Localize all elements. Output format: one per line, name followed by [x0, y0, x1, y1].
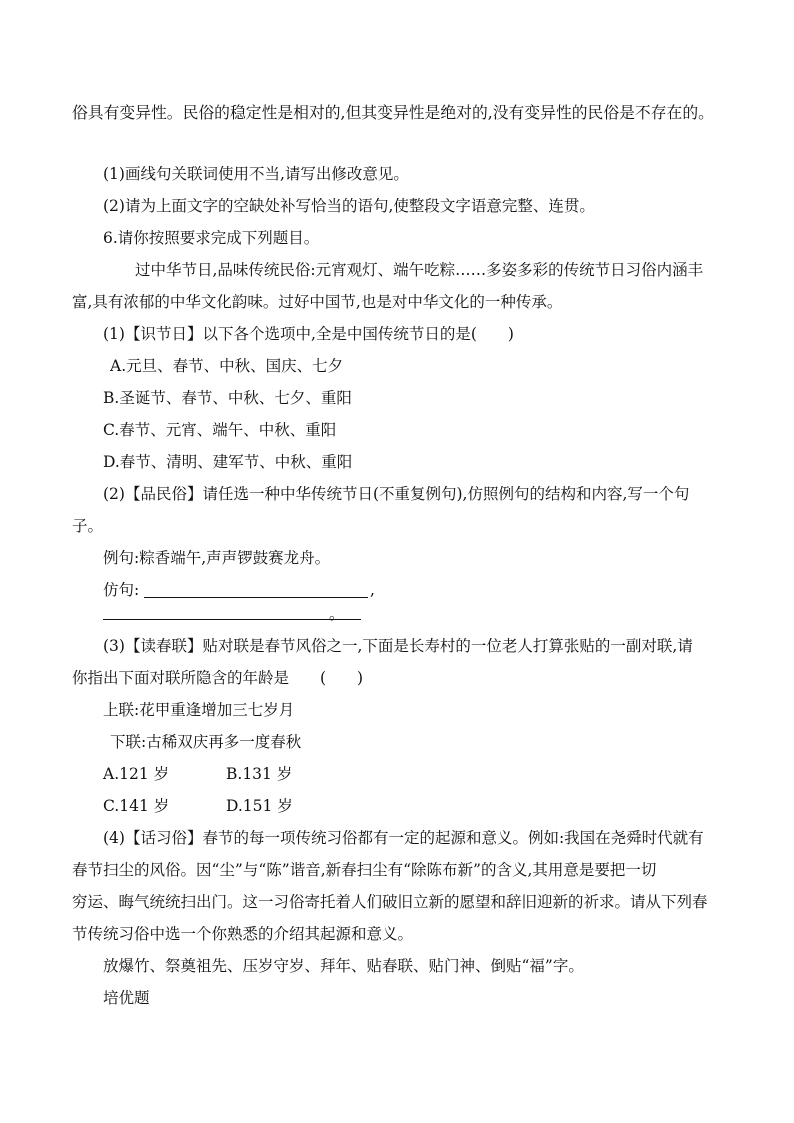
- option-b: B.圣诞节、春节、中秋、七夕、重阳: [103, 389, 352, 407]
- question-6-title: 6.请你按照要求完成下列题目。: [103, 229, 320, 247]
- question-5-2: (2)请为上面文字的空缺处补写恰当的语句,使整段文字语意完整、连贯。: [103, 197, 595, 215]
- option-d: D.春节、清明、建军节、中秋、重阳: [103, 453, 353, 471]
- sub-question-3-line-2: 你指出下面对联所隐含的年龄是 ( ): [72, 669, 364, 687]
- imitation-label: 仿句:: [103, 581, 140, 599]
- passage-line-1: 过中华节日,品味传统民俗:元宵观灯、端午吃粽……多姿多彩的传统节日习俗内涵丰: [135, 261, 704, 279]
- answer-blank-1[interactable]: [144, 597, 368, 598]
- option-c-age: C.141 岁: [103, 797, 170, 815]
- couplet-lower: 下联:古稀双庆再多一度春秋: [110, 733, 302, 751]
- option-c: C.春节、元宵、端午、中秋、重阳: [103, 421, 337, 439]
- section-heading: 培优题: [103, 989, 150, 1007]
- couplet-upper: 上联:花甲重逢增加三七岁月: [103, 701, 295, 719]
- sub-question-3-line-1: (3)【读春联】贴对联是春节风俗之一,下面是长寿村的一位老人打算张贴的一副对联,请: [103, 637, 693, 655]
- sub-question-4-line-3: 穷运、晦气统统扫出门。这一习俗寄托着人们破旧立新的愿望和辞旧迎新的祈求。请从下列春: [72, 893, 708, 911]
- paragraph-continuation: 俗具有变异性。民俗的稳定性是相对的,但其变异性是绝对的,没有变异性的民俗是不存在的。: [72, 103, 714, 122]
- sub-question-4-line-4: 节传统习俗中选一个你熟悉的介绍其起源和意义。: [72, 925, 414, 943]
- period-mark: 。: [329, 605, 345, 623]
- option-a: A.元旦、春节、中秋、国庆、七夕: [110, 357, 344, 375]
- option-d-age: D.151 岁: [226, 797, 293, 815]
- sub-question-2-line-1: (2)【品民俗】请任选一种中华传统节日(不重复例句),仿照例句的结构和内容,写一个句: [103, 485, 690, 503]
- question-5-1: (1)画线句关联词使用不当,请写出修改意见。: [103, 165, 409, 183]
- answer-blank-2[interactable]: [103, 619, 361, 620]
- option-b-age: B.131 岁: [226, 765, 293, 783]
- sub-question-4-line-2: 春节扫尘的风俗。因“尘”与“陈”谐音,新春扫尘有“除陈布新”的含义,其用意是要把一切: [72, 861, 657, 879]
- sub-question-4-line-1: (4)【话习俗】春节的每一项传统习俗都有一定的起源和意义。例如:我国在尧舜时代就有: [103, 829, 704, 847]
- option-a-age: A.121 岁: [103, 765, 170, 783]
- customs-list: 放爆竹、祭奠祖先、压岁守岁、拜年、贴春联、贴门神、倒贴“福”字。: [103, 957, 584, 975]
- sub-question-2-line-2: 子。: [72, 517, 104, 535]
- passage-line-2: 富,具有浓郁的中华文化韵味。过好中国节,也是对中华文化的一种传承。: [72, 293, 563, 311]
- sub-question-1: (1)【识节日】以下各个选项中,全是中国传统节日的是( ): [103, 325, 514, 343]
- comma-mark: ,: [370, 581, 375, 599]
- example-sentence: 例句:粽香端午,声声锣鼓赛龙舟。: [103, 549, 331, 567]
